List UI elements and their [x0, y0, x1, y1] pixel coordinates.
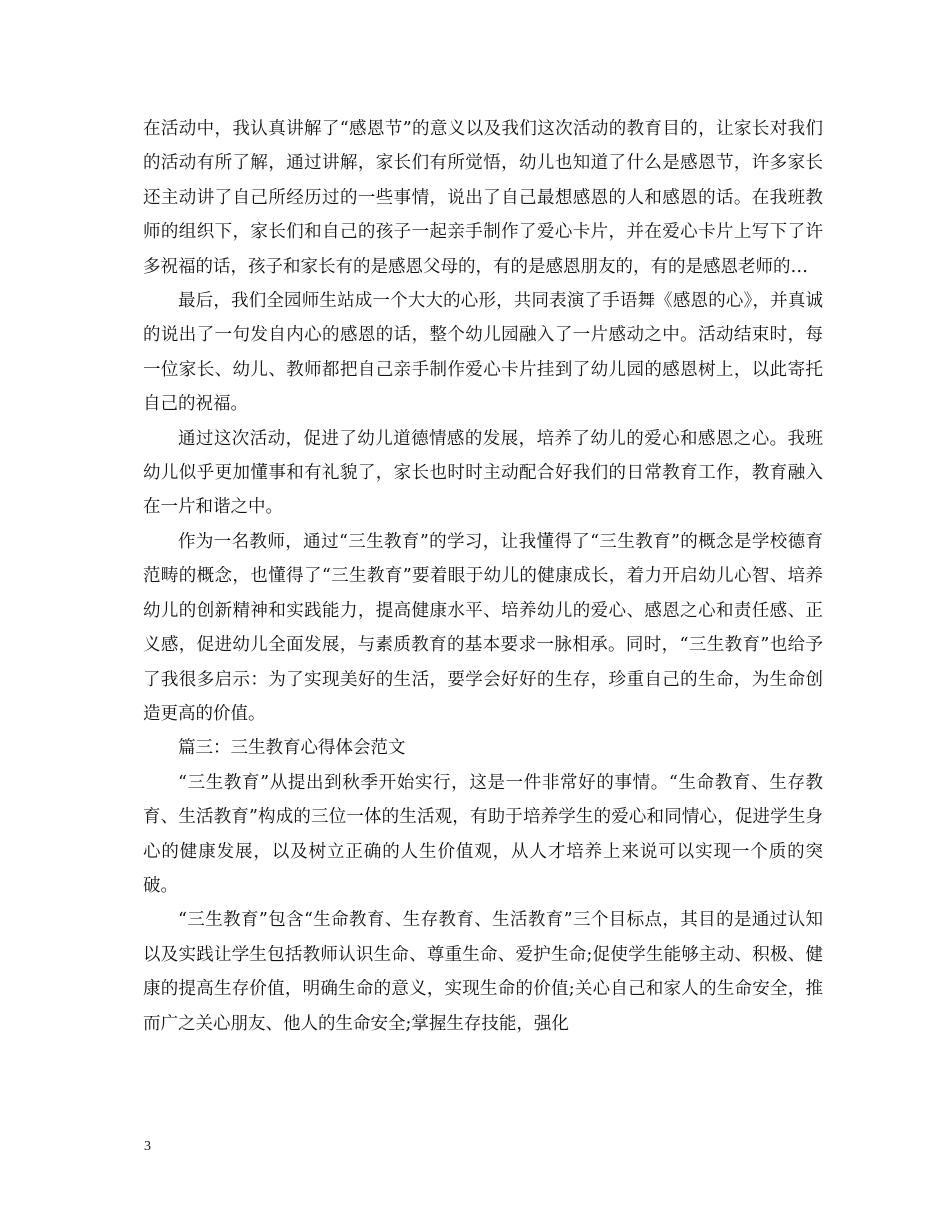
- paragraph-1: 在活动中，我认真讲解了“感恩节”的意义以及我们这次活动的教育目的，让家长对我们的活动有所了解，通过讲解，家长们有所觉悟，幼儿也知道了什么是感恩节，许多家长还主动讲了自己所经历过的一些事情，说出了自己最想感恩的人和感恩的话。在我班教师的组织下，家长们和自己的孩子一起亲手制作了爱心卡片，并在爱心卡片上写下了许多祝福的话，孩子和家长有的是感恩父母的，有的是感恩朋友的，有的是感恩老师的…: [143, 119, 823, 277]
- page-number: 3: [144, 1139, 151, 1154]
- paragraph-2: 最后，我们全园师生站成一个大大的心形，共同表演了手语舞《感恩的心》，并真诚的说出了一句发自内心的感恩的话，整个幼儿园融入了一片感动之中。活动结束时，每一位家长、幼儿、教师都把自己亲手制作爱心卡片挂到了幼儿园的感恩树上，以此寄托自己的祝福。: [143, 291, 823, 415]
- paragraph-5: “三生教育”从提出到秋季开始实行，这是一件非常好的事情。“生命教育、生存教育、生活教育”构成的三位一体的生活观，有助于培养学生的爱心和同情心，促进学生身心的健康发展，以及树立正确的人生价值观，从人才培养上来说可以实现一个质的突破。: [143, 772, 823, 896]
- document-body: [143, 112, 823, 1041]
- paragraph-3: 通过这次活动，促进了幼儿道德情感的发展，培养了幼儿的爱心和感恩之心。我班幼儿似乎更加懂事和有礼貌了，家长也时时主动配合好我们的日常教育工作，教育融入在一片和谐之中。: [143, 428, 823, 518]
- section-heading: 篇三：三生教育心得体会范文: [178, 738, 406, 759]
- paragraph-6: “三生教育”包含“生命教育、生存教育、生活教育”三个目标点，其目的是通过认知以及实践让学生包括教师认识生命、尊重生命、爱护生命;促使学生能够主动、积极、健康的提高生存价值，明确生命的意义，实现生命的价值;关心自己和家人的生命安全，推而广之关心朋友、他人的生命安全;掌握生存技能，强化: [143, 910, 823, 1034]
- paragraph-4: 作为一名教师，通过“三生教育”的学习，让我懂得了“三生教育”的概念是学校德育范畴的概念，也懂得了“三生教育”要着眼于幼儿的健康成长，着力开启幼儿心智、培养幼儿的创新精神和实践能力，提高健康水平、培养幼儿的爱心、感恩之心和责任感、正义感，促进幼儿全面发展，与素质教育的基本要求一脉相承。同时，“三生教育”也给予了我很多启示：为了实现美好的生活，要学会好好的生存，珍重自己的生命，为生命创造更高的价值。: [143, 531, 823, 724]
